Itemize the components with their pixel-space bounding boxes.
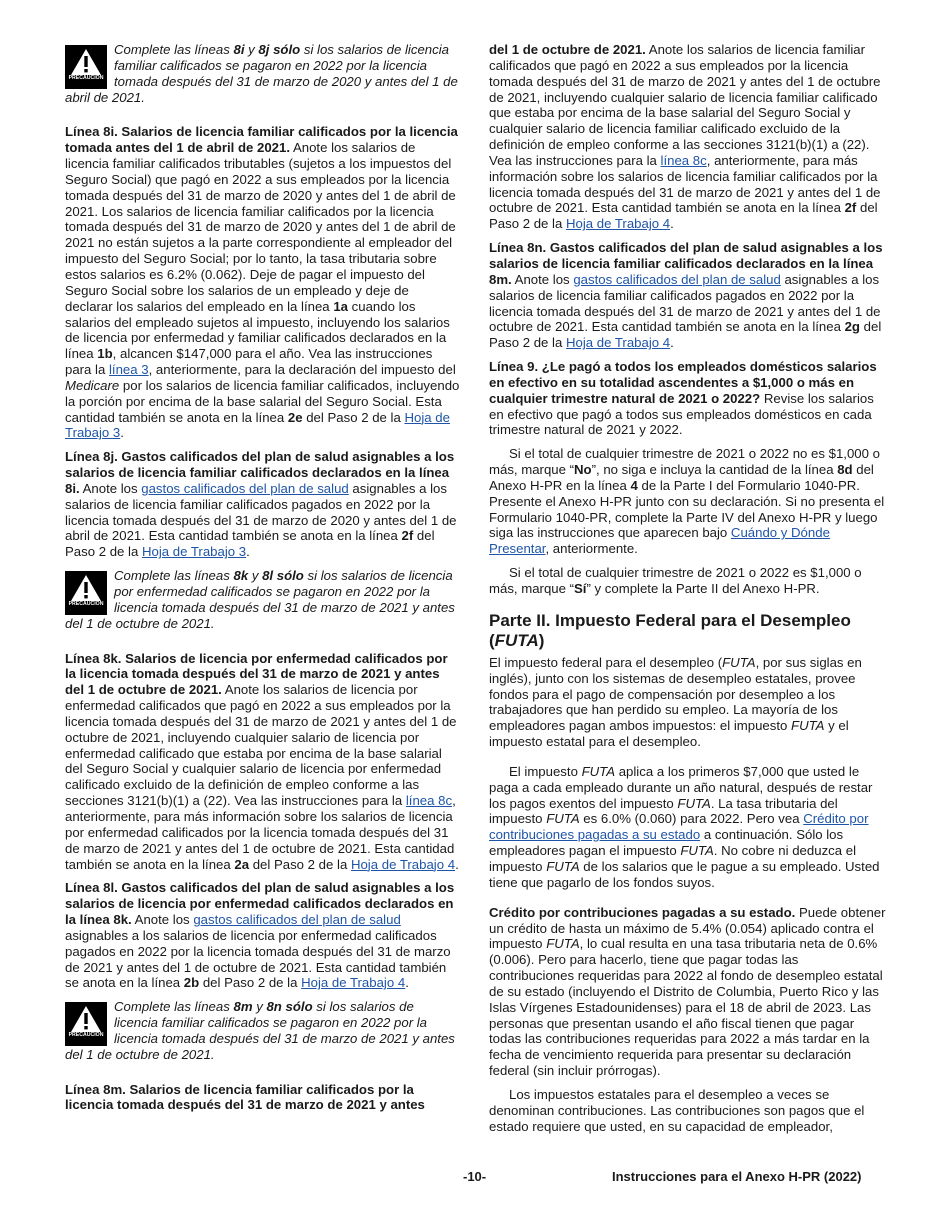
heading-line-8n: Línea 8n. Gastos calificados del plan de salud asignables a los salarios de licencia familiar calificados declarados en la línea 8m.: [489, 240, 883, 287]
left-column: [65, 42, 460, 1121]
caution-label: PRECAUCION: [68, 1032, 104, 1039]
paragraph-futa-rate: El impuesto FUTA aplica a los primeros $7,000 que usted le paga a cada empleado durante un año natural, después de restar los pagos exentos del impuesto FUTA. La tasa tributaria del impuesto FUTA es 6.0% (0.060) para 2022. Pero vea Crédito por contribuciones pagadas a su estado a continuación. Sólo los empleadores pagan el impuesto FUTA. No cobre ni deduzca el impuesto FUTA de los salarios que le pague a su empleado. Usted tiene que pagarlo de los fondos suyos.: [489, 763, 880, 890]
link-line-3[interactable]: línea 3: [109, 362, 149, 378]
heading-line-8m: Línea 8m. Salarios de licencia familiar calificados por la licencia tomada después del 31 de marzo de 2021 y antes: [65, 1081, 425, 1113]
caution-warning-icon: [65, 571, 107, 615]
paragraph-line-8k: Línea 8k. Salarios de licencia por enfermedad calificados por la licencia tomada después del 31 de marzo de 2021 y antes del 1 de octubre de 2021. Anote los salarios de licencia por enfermedad calificados que pagó en 2022 a sus empleados por la licencia tomada después del 31 de marzo de 2021 y antes del 1 de octubre de 2021, incluyendo cualquier salario de licencia por enfermedad calificado que estaba por encima de la base salarial del Seguro Social y cualquier salario de licencia por enfermedad calificado excluido de la definición de empleo conforme a las secciones 3121(b)(1) a (22). Vea las instrucciones para la línea 8c, anteriormente, para más información sobre los salarios de licencia por enfermedad calificados por la licencia tomada después del 31 de marzo de 2021 y antes del 1 de octubre de 2021. Esta cantidad también se anota en la línea 2a del Paso 2 de la Hoja de Trabajo 4.: [65, 650, 459, 872]
link-credito-por-contribuciones[interactable]: Crédito por contribuciones pagadas a su estado: [489, 811, 869, 843]
page-number: -10-: [463, 1169, 487, 1184]
link-cuando-y-donde-presentar[interactable]: Cuándo y Dónde Presentar: [489, 525, 830, 557]
caution-text: Complete las líneas 8m y 8n sólo si los salarios de licencia familiar calificados se pagaron en 2022 por la licencia tomada después del 31 de marzo de 2021 y antes del 1 de octubre de 2021.: [65, 999, 455, 1062]
paragraph-line-8l: Línea 8l. Gastos calificados del plan de salud asignables a los salarios de licencia por enfermedad calificados declarados en la línea 8k. Anote los gastos calificados del plan de salud asignables a los salarios de licencia por enfermedad calificados pagados en 2022 por la licencia tomada después del 31 de marzo de 2021 y antes del 1 de octubre de 2021. Esta cantidad también se anota en la línea 2b del Paso 2 de la Hoja de Trabajo 4.: [65, 880, 455, 991]
paragraph-line-8j: Línea 8j. Gastos calificados del plan de salud asignables a los salarios de licencia familiar calificados declarados en la línea 8i. Anote los gastos calificados del plan de salud asignables a los salarios de licencia familiar calificados pagados en 2022 por la licencia tomada después del 31 de marzo de 2020 y antes del 1 de abril de 2021. Esta cantidad también se anota en la línea 2f del Paso 2 de la Hoja de Trabajo 3.: [65, 449, 457, 560]
paragraph-contribuciones: Los impuestos estatales para el desempleo a veces se denominan contribuciones. Las contribuciones son pagos que el estado requiere que usted, en su capacidad de empleador,: [489, 1086, 865, 1134]
paragraph-line-9: Línea 9. ¿Le pagó a todos los empleados domésticos salarios en efectivo en su totalidad ascendentes a $1,000 o más en cualquier trimestre natural de 2021 o 2022? Revise los salarios en efectivo que pagó a todos sus empleados domésticos en cada trimestre natural de 2021 y 2022.: [489, 359, 877, 438]
caution-text: Complete las líneas 8i y 8j sólo si los salarios de licencia familiar calificados se pagaron en 2022 por la licencia tomada después del 31 de marzo de 2020 y antes del 1 de abril de 2021.: [65, 42, 458, 105]
link-hoja-de-trabajo-4[interactable]: Hoja de Trabajo 4: [301, 975, 406, 991]
paragraph-line-9-no: Si el total de cualquier trimestre de 2021 o 2022 no es $1,000 o más, marque “No”, no siga e incluya la cantidad de la línea 8d del Anexo H-PR en la línea 4 de la Parte I del Formulario 1040-PR. Presente el Anexo H-PR junto con su declaración. Si no presenta el Formulario 1040-PR, complete la Parte IV del Anexo H-PR y luego siga las instrucciones que aparecen bajo Cuándo y Dónde Presentar, anteriormente.: [489, 446, 885, 557]
paragraph-futa-intro: El impuesto federal para el desempleo (FUTA, por sus siglas en inglés), junto con los sistemas de desempleo estatales, provee fondos para el pago de compensación por desempleo a los trabajadores que han perdido su empleo. La mayoría de los empleadores pagan ambos impuestos: el impuesto FUTA y el impuesto estatal para el desempleo.: [489, 654, 862, 750]
link-hoja-de-trabajo-3[interactable]: Hoja de Trabajo 3: [141, 544, 247, 560]
heading-line-8i: Línea 8i. Salarios de licencia familiar calificados por la licencia tomada antes del 1 de abril de 2021.: [65, 124, 458, 156]
caution-warning-icon: [65, 1002, 107, 1046]
caution-text: Complete las líneas 8k y 8l sólo si los salarios de licencia por enfermedad calificados se pagaron en 2022 por la licencia tomada después del 31 de marzo de 2021 y antes del 1 de octubre de 2021.: [65, 568, 455, 631]
link-line-8c[interactable]: línea 8c: [405, 793, 453, 809]
caution-label: PRECAUCION: [68, 75, 104, 82]
heading-line-8j: Línea 8j. Gastos calificados del plan de salud asignables a los salarios de licencia familiar calificados declarados en la línea 8i.: [65, 449, 455, 496]
right-column: [489, 42, 887, 1142]
heading-line-9: Línea 9. ¿Le pagó a todos los empleados domésticos salarios en efectivo en su totalidad ascendentes a $1,000 o más en cualquier trimestre natural de 2021 o 2022?: [489, 359, 877, 406]
heading-line-8k: Línea 8k. Salarios de licencia por enfermedad calificados por la licencia tomada después del 31 de marzo de 2021 y antes del 1 de octubre de 2021.: [65, 650, 448, 698]
paragraph-line-9-yes: Si el total de cualquier trimestre de 2021 o 2022 es $1,000 o más, marque “Sí” y complete la Parte II del Anexo H-PR.: [489, 565, 862, 596]
link-gastos-calificados[interactable]: gastos calificados del plan de salud: [193, 912, 401, 928]
link-hoja-de-trabajo-4[interactable]: Hoja de Trabajo 4: [350, 856, 456, 872]
heading-credito: Crédito por contribuciones pagadas a su estado.: [489, 904, 796, 920]
link-line-8c[interactable]: línea 8c: [660, 152, 707, 168]
caution-note-8k-8l: [65, 568, 460, 631]
heading-line-8l: Línea 8l. Gastos calificados del plan de salud asignables a los salarios de licencia por enfermedad calificados declarados en la línea 8k.: [65, 880, 455, 928]
paragraph-line-8m-continued: del 1 de octubre de 2021. Anote los salarios de licencia familiar calificados que pagó en 2022 a sus empleados por la licencia tomada después del 31 de marzo de 2021 y antes del 1 de octubre de 2021, incluyendo cualquier salario de licencia familiar calificado que estaba por encima de la base salarial del Seguro Social y cualquier salario de licencia familiar calificado excluido de la definición de empleo conforme a las secciones 3121(b)(1) a (22). Vea las instrucciones para la línea 8c, anteriormente, para más información sobre los salarios de licencia familiar calificados por la licencia tomada después del 31 de marzo de 2021 y antes del 1 de octubre de 2021. Esta cantidad también se anota en la línea 2f del Paso 2 de la Hoja de Trabajo 4.: [489, 42, 881, 232]
caution-label: PRECAUCION: [68, 601, 104, 608]
paragraph-line-8i: Línea 8i. Salarios de licencia familiar calificados por la licencia tomada antes del 1 de abril de 2021. Anote los salarios de licencia familiar calificados tributables (sujetos a los impuestos del Seguro Social) que pagó en 2022 a sus empleados por la licencia tomada después del 31 de marzo de 2020 y antes del 1 de abril de 2021. Los salarios de licencia familiar calificados por la licencia tomada después del 31 de marzo de 2020 y antes del 1 de abril de 2021 no están sujetos a la parte correspondiente al empleador del impuesto del Seguro Social; por lo tanto, la tasa tributaria sobre estos salarios es 6.2% (0.062). Deje de pagar el impuesto del Seguro Social sobre los salarios de un empleado y deje de declarar los salarios del empleado en la línea 1a cuando los salarios del empleado sujetos al impuesto, incluyendo los salarios de licencia por enfermedad y familiar calificados declarados en la línea 1b, alcancen $147,000 para el año. Vea las instrucciones para la línea 3, anteriormente, para la declaración del impuesto del Medicare por los salarios de licencia familiar calificados, incluyendo la porción por encima de la base salarial del Seguro Social. Esta cantidad también se anota en la línea 2e del Paso 2 de la Hoja de Trabajo 3.: [65, 124, 460, 441]
link-hoja-de-trabajo-4[interactable]: Hoja de Trabajo 4: [565, 335, 671, 351]
link-gastos-calificados[interactable]: gastos calificados del plan de salud: [573, 271, 781, 287]
paragraph-credito: Crédito por contribuciones pagadas a su estado. Puede obtener un crédito de hasta un máximo de 5.4% (0.054) aplicado contra el impuesto FUTA, lo cual resulta en una tasa tributaria neta de 0.6% (0.006). Pero para hacerlo, tiene que pagar todas las contribuciones requeridas para 2022 al fondo de desempleo estatal de su estado (incluyendo el Distrito de Columbia, Puerto Rico y las Islas Vírgenes Estadounidenses) para el 18 de abril de 2023. Las personas que presentan usando el año fiscal tienen que pagar todas las contribuciones requeridas para 2022 a más tardar en la fecha de vencimiento requerida para presentar su declaración federal (sin incluir prórrogas).: [489, 904, 886, 1079]
section-heading-parte-ii: Parte II. Impuesto Federal para el Desempleo (FUTA): [489, 610, 851, 650]
link-hoja-de-trabajo-4[interactable]: Hoja de Trabajo 4: [565, 216, 671, 232]
link-hoja-de-trabajo-3[interactable]: Hoja de Trabajo 3: [65, 409, 450, 441]
caution-warning-icon: [65, 45, 107, 89]
link-gastos-calificados[interactable]: gastos calificados del plan de salud: [141, 480, 349, 496]
caution-note-8i-8j: [65, 42, 460, 105]
document-title-footer: Instrucciones para el Anexo H-PR (2022): [612, 1169, 862, 1184]
paragraph-line-8n: Línea 8n. Gastos calificados del plan de salud asignables a los salarios de licencia familiar calificados declarados en la línea 8m. Anote los gastos calificados del plan de salud asignables a los salarios de licencia familiar calificados pagados en 2022 por la licencia tomada después del 31 de marzo de 2021 y antes del 1 de octubre de 2021. Esta cantidad también se anota en la línea 2g del Paso 2 de la Hoja de Trabajo 4.: [489, 240, 883, 351]
caution-note-8m-8n: [65, 999, 460, 1062]
paragraph-line-8m: [65, 1082, 460, 1114]
